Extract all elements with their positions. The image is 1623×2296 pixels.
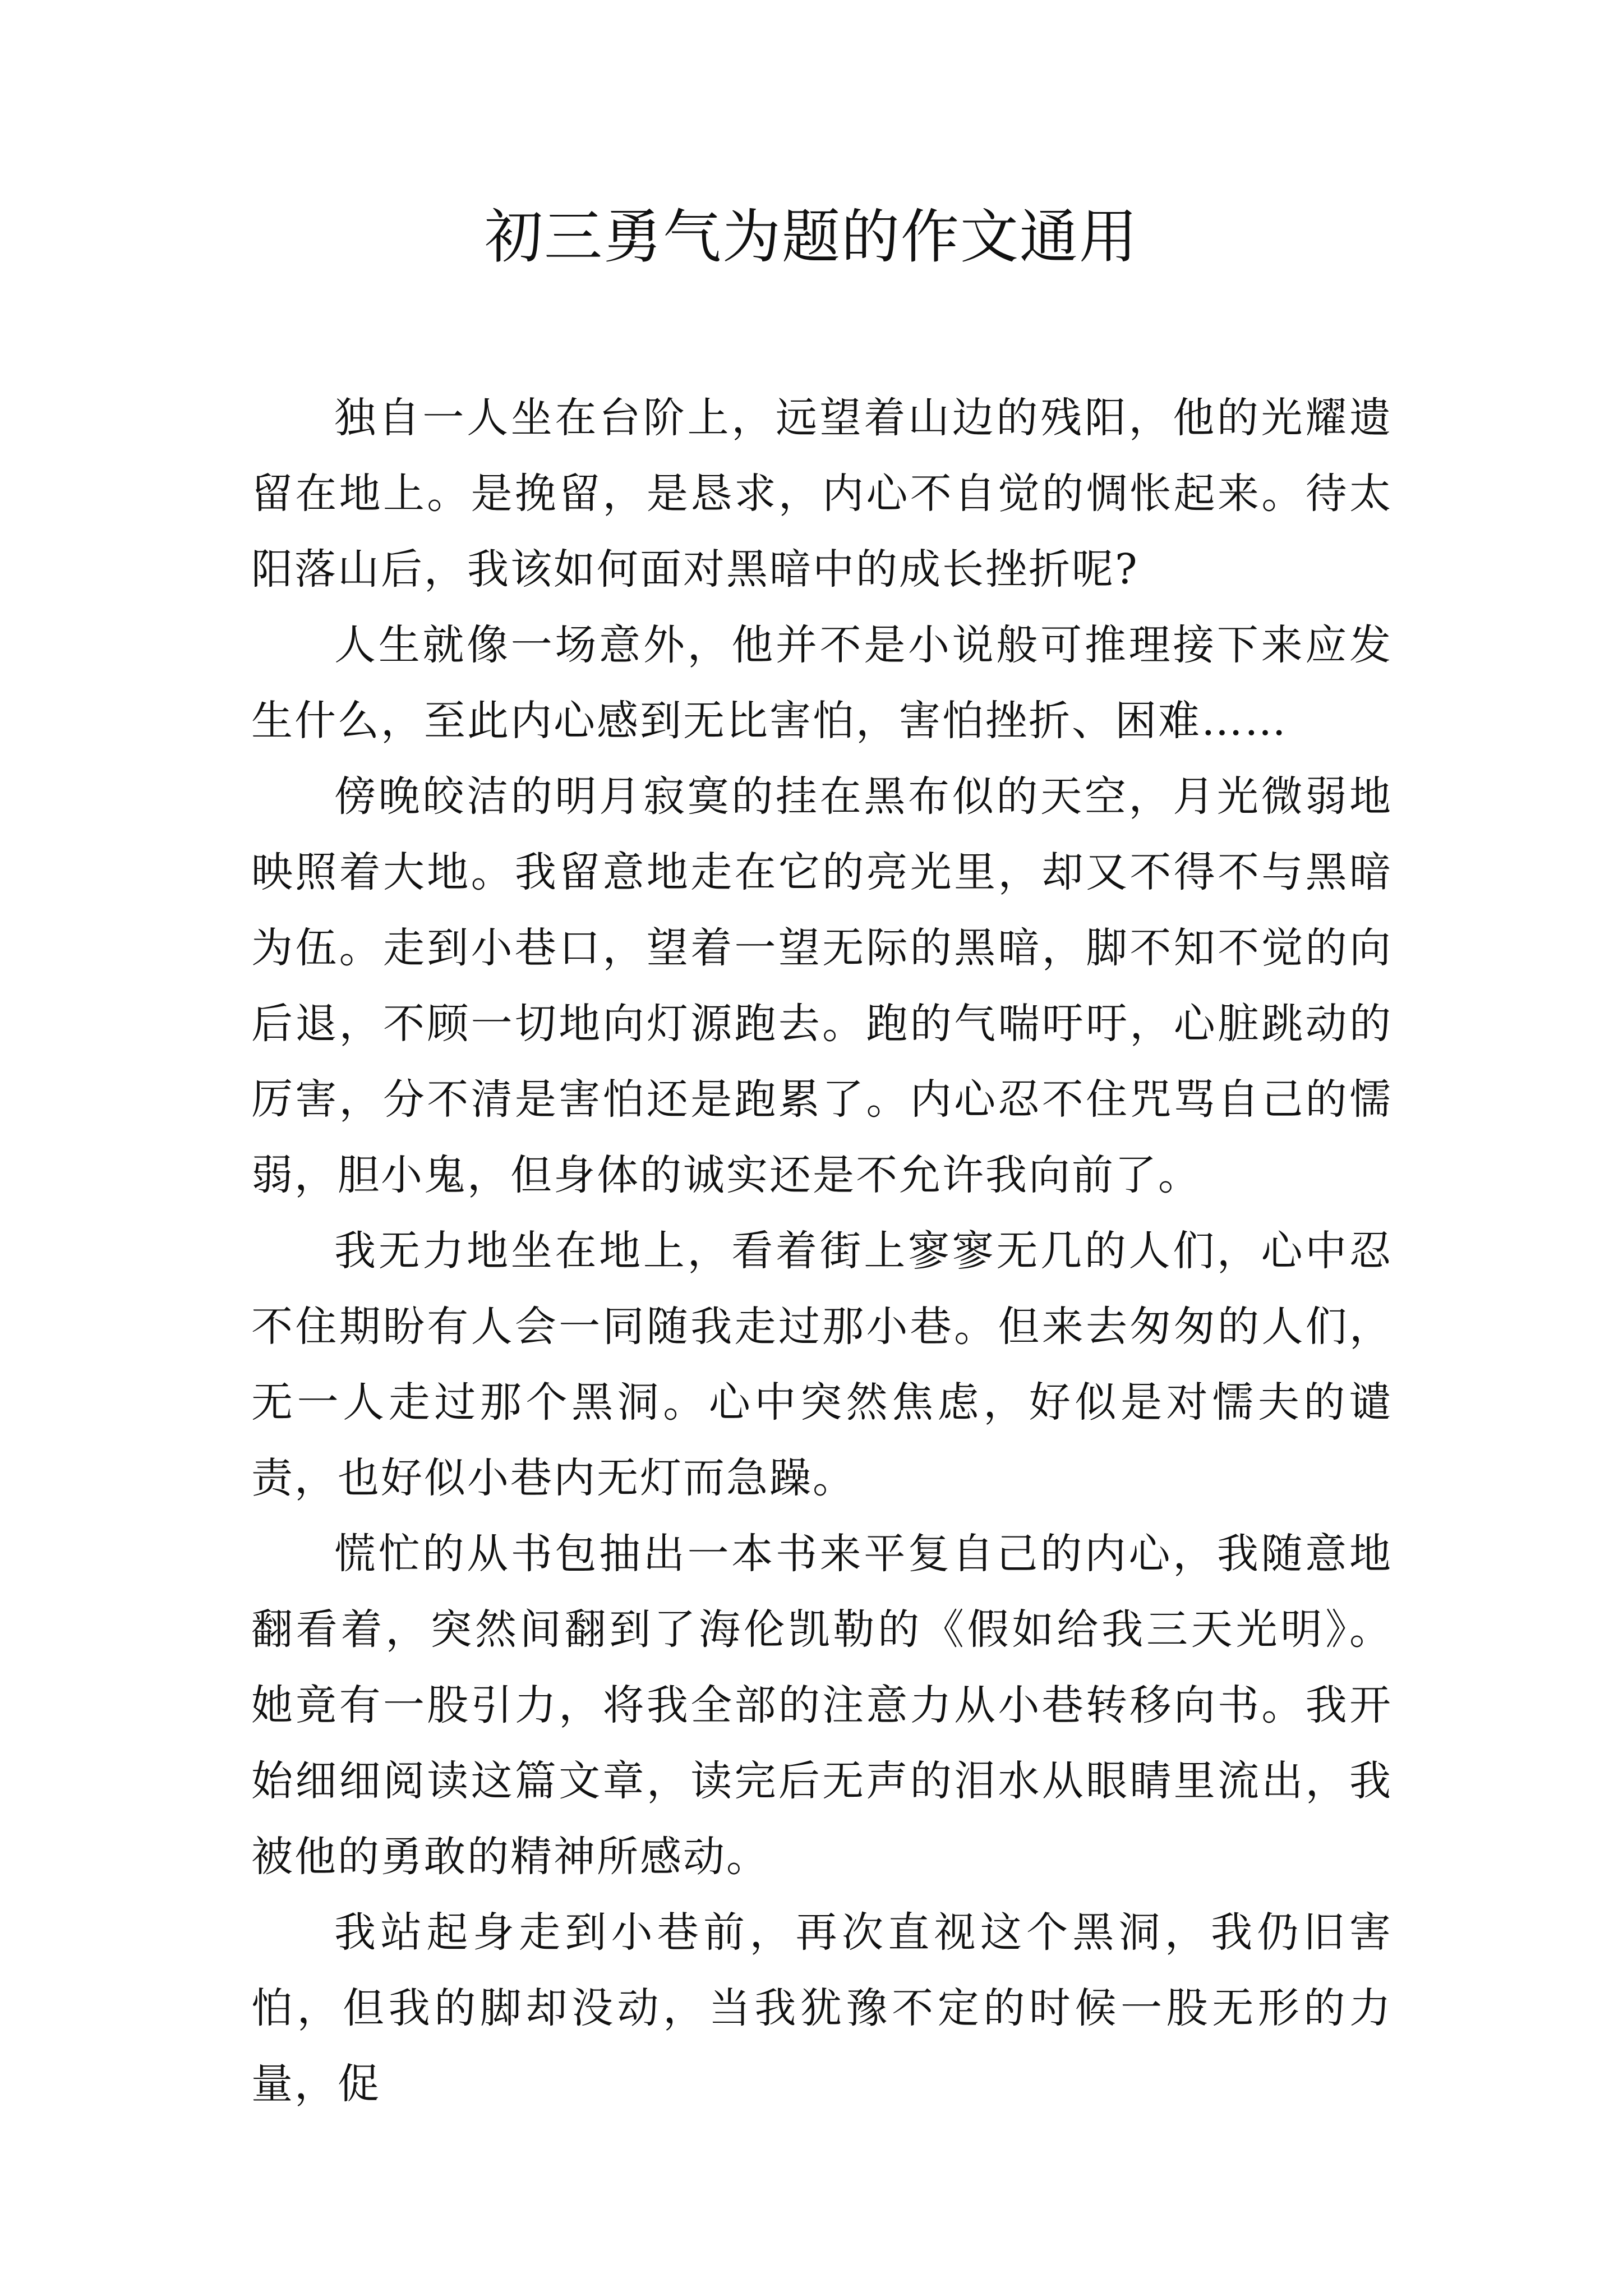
document-title: 初三勇气为题的作文通用 [484, 203, 1138, 271]
paragraph-3: 傍晚皎洁的明月寂寞的挂在黑布似的天空，月光微弱地映照着大地。我留意地走在它的亮光里，却又不得不与黑暗为伍。走到小巷口，望着一望无际的黑暗，脚不知不觉的向后退，不顾一切地向灯源跑去。跑的气喘吁吁，心脏跳动的厉害，分不清是害怕还是跑累了。内心忍不住咒骂自己的懦弱，胆小鬼，但身体的诚实还是不允许我向前了。 [251, 772, 1393, 1199]
paragraph-1: 独自一人坐在台阶上，远望着山边的残阳，他的光耀遗留在地上。是挽留，是恳求，内心不自觉的惆怅起来。待太阳落山后，我该如何面对黑暗中的成长挫折呢? [251, 394, 1393, 593]
paragraph-2: 人生就像一场意外，他并不是小说般可推理接下来应发生什么，至此内心感到无比害怕，害怕挫折、困难…… [251, 621, 1393, 745]
paragraph-6: 我站起身走到小巷前，再次直视这个黑洞，我仍旧害怕，但我的脚却没动，当我犹豫不定的时候一股无形的力量，促 [251, 1908, 1393, 2108]
paragraph-5: 慌忙的从书包抽出一本书来平复自己的内心，我随意地翻看着，突然间翻到了海伦凯勒的《假如给我三天光明》。她竟有一股引力，将我全部的注意力从小巷转移向书。我开始细细阅读这篇文章，读完后无声的泪水从眼睛里流出，我被他的勇敢的精神所感动。 [251, 1530, 1393, 1881]
paragraph-4: 我无力地坐在地上，看着街上寥寥无几的人们，心中忍不住期盼有人会一同随我走过那小巷。但来去匆匆的人们，无一人走过那个黑洞。心中突然焦虑，好似是对懦夫的谴责，也好似小巷内无灯而急躁。 [251, 1227, 1393, 1502]
document-body [251, 380, 1393, 2122]
